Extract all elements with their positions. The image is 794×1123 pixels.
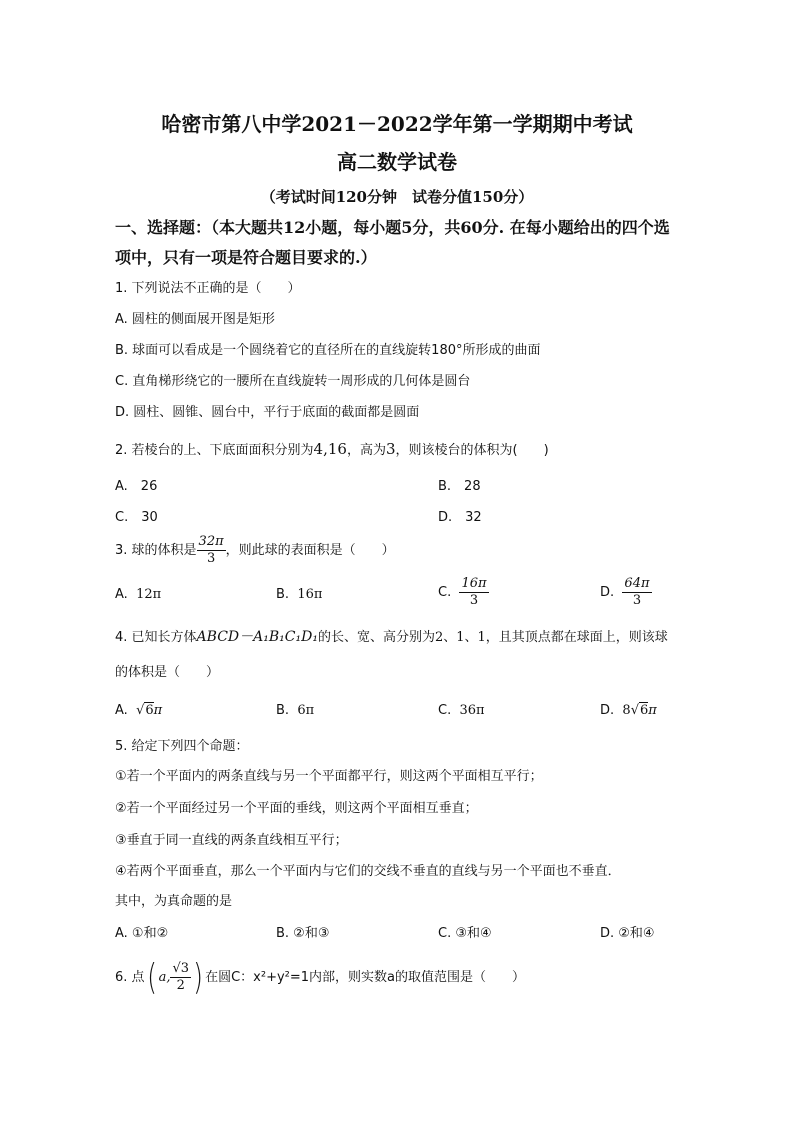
question-5-stem: 5. 给定下列四个命题： [115, 739, 249, 754]
point-y-fraction: $\frac{√3}{2}$ [172, 961, 190, 993]
question-5-proposition-3: ③垂直于同一直线的两条直线相互平行； [115, 833, 348, 848]
question-4-stem-line2: 的体积是（ ） [115, 665, 220, 680]
question-2-option-b: B. 28 [438, 479, 481, 494]
question-2-option-d: D. 32 [438, 510, 482, 525]
question-3-option-d: D. $\frac{64\pi}{3}$ [600, 576, 650, 608]
question-1-option-d: D. 圆柱、圆锥、圆台中，平行于底面的截面都是圆面 [115, 405, 420, 420]
question-3-option-b: B. 16π [276, 587, 323, 602]
question-5-option-c: C. ③和④ [438, 926, 492, 941]
question-5-proposition-4: ④若两个平面垂直，那么一个平面内与它们的交线不垂直的直线与另一个平面也不垂直． [115, 864, 621, 879]
question-3-stem: 3. 球的体积是 $\frac{32\pi}{3}$ ，则此球的表面积是（ ） [115, 534, 395, 566]
question-2-option-a: A. 26 [115, 479, 158, 494]
question-1-option-b: B. 球面可以看成是一个圆绕着它的直径所在的直线旋转180°所形成的曲面 [115, 343, 541, 358]
exam-subtitle: 高二数学试卷 [337, 150, 457, 174]
question-1-option-a: A. 圆柱的侧面展开图是矩形 [115, 312, 275, 327]
question-5-proposition-2: ②若一个平面经过另一个平面的垂线，则这两个平面相互垂直； [115, 801, 478, 816]
section-heading-line2: 项中，只有一项是符合题目要求的.） [115, 248, 377, 267]
question-3-option-a: A. 12π [115, 587, 162, 602]
question-1-stem: 1. 下列说法不正确的是（ ） [115, 281, 301, 296]
question-5-option-a: A. ①和② [115, 926, 169, 941]
sphere-volume-fraction: $\frac{32\pi}{3}$ [198, 534, 224, 566]
question-4-option-c: C. 36π [438, 703, 485, 718]
question-4-option-b: B. 6π [276, 703, 315, 718]
question-6-stem: 6. 点( a, $\frac{√3}{2}$ ) 在圆C：x²+y²=1内部，则实数a的取值范围是（ ） [115, 956, 526, 998]
question-5-option-d: D. ②和④ [600, 926, 655, 941]
question-2-stem: 2. 若棱台的上、下底面面积分别为4,16，高为3，则该棱台的体积为( ) [115, 440, 549, 458]
question-1-option-c: C. 直角梯形绕它的一腰所在直线旋转一周形成的几何体是圆台 [115, 374, 471, 389]
question-4-option-a: A. √6π [115, 703, 163, 718]
question-5-ask: 其中，为真命题的是 [115, 894, 233, 909]
exam-title: 哈密市第八中学2021－2022学年第一学期期中考试 [161, 112, 633, 136]
question-4-option-d: D. 8√6π [600, 703, 657, 718]
question-3-option-c: C. $\frac{16\pi}{3}$ [438, 576, 487, 608]
question-2-option-c: C. 30 [115, 510, 158, 525]
question-5-option-b: B. ②和③ [276, 926, 330, 941]
section-heading-line1: 一、选择题：（本大题共12小题，每小题5分，共60分. 在每小题给出的四个选 [115, 218, 670, 237]
question-4-stem: 4. 已知长方体ABCD－A₁B₁C₁D₁的长、宽、高分别为2、1、1，且其顶点都在球面上，则该球 [115, 629, 668, 645]
exam-info: （考试时间120分钟 试卷分值150分） [260, 188, 534, 206]
question-5-proposition-1: ①若一个平面内的两条直线与另一个平面都平行，则这两个平面相互平行； [115, 769, 543, 784]
